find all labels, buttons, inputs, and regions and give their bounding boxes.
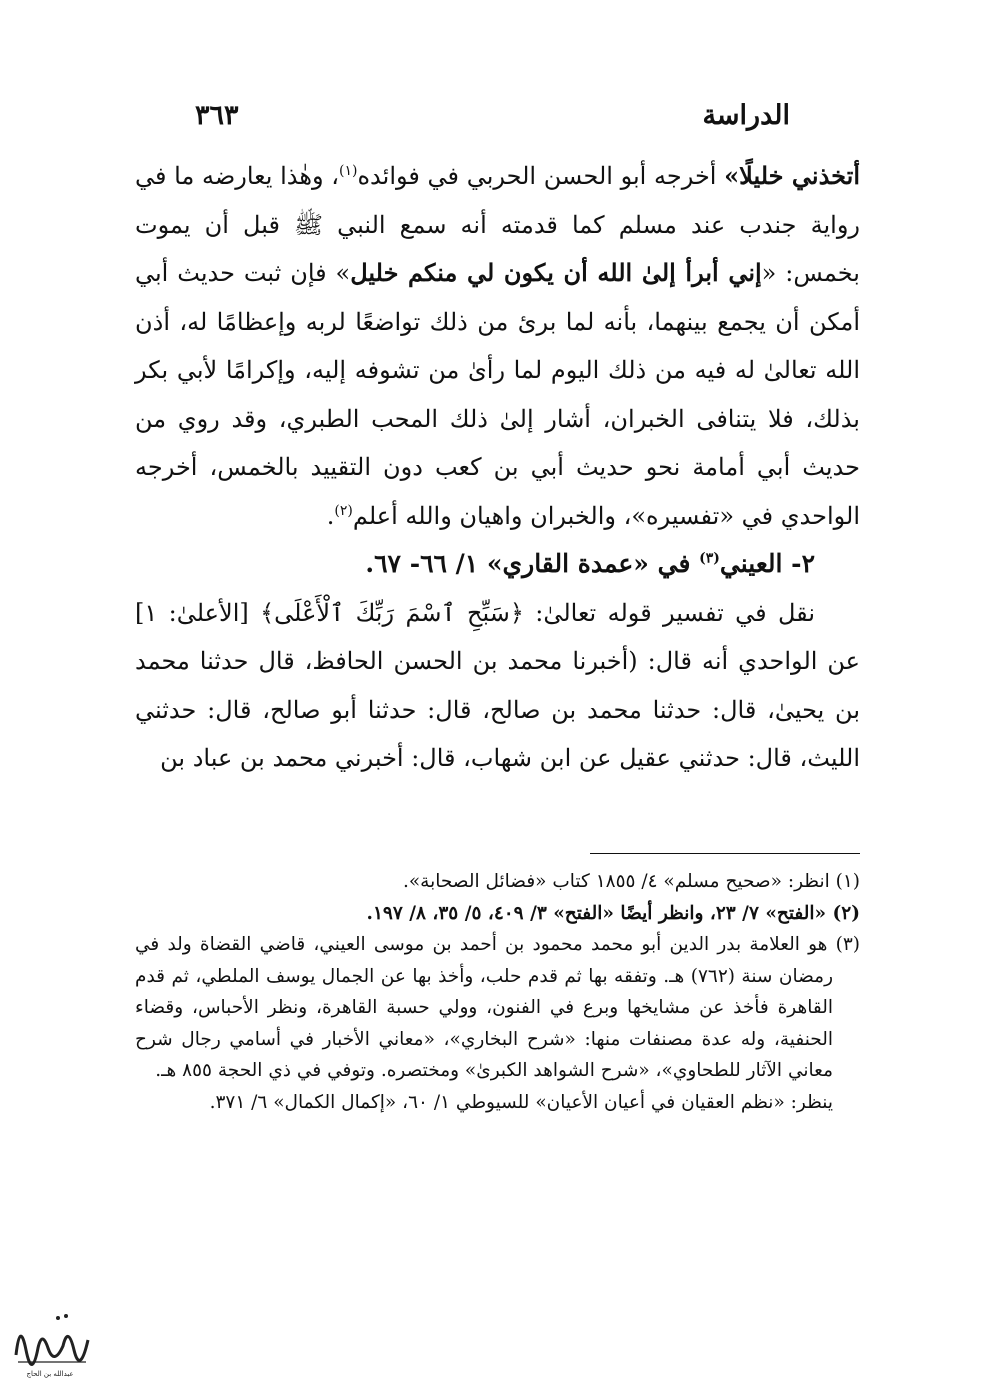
page-number: ٣٦٣ — [195, 99, 239, 131]
logo-subtext: عبدالله بن الحاج — [26, 1370, 74, 1378]
page-header — [195, 90, 790, 140]
paragraph-1 — [135, 152, 860, 540]
heading-text: في «عمدة القاري» ١/ ٦٦- ٦٧. — [365, 549, 700, 578]
footnote-3: (٣) هو العلامة بدر الدين أبو محمد محمود بن أحمد بن موسى العيني، قاضي القضاة ولد في رمضان سنة (٧٦٢) هـ. وتفقه بها ثم قدم حلب، وأخذ بها عن الجمال يوسف الملطي، ثم قدم القاهرة فأخذ عن مشايخها وبرع في الفنون، وولي حسبة القاهرة، ونظر الأحباس، وقضاء الحنفية، وله عدة مصنفات منها: «شرح البخاري»، «معاني الأخبار في أسامي رجال شرح معاني الآثار للطحاوي»، «شرح الشواهد الكبرىٰ» ومختصره. وتوفي في ذي الحجة ٨٥٥ هـ. — [135, 934, 860, 1081]
paragraph-2: نقل في تفسير قوله تعالىٰ: ﴿سَبِّحِ ٱسْمَ رَبِّكَ ٱلْأَعْلَى﴾ [الأعلىٰ: ١] عن الواحدي أنه قال: (أخبرنا محمد بن الحسن الحافظ، قال حدثنا محمد بن يحيىٰ، قال: حدثنا محمد بن صالح، قال: حدثنا أبو صالح، قال: حدثني الليث، قال: حدثني عقيل عن ابن شهاب، قال: أخبرني محمد بن عباد بن — [135, 598, 860, 772]
bold-lead: أتخذني خليلًا» — [724, 161, 861, 190]
footnote-1: (١) انظر: «صحيح مسلم» ٤/ ١٨٥٥ كتاب «فضائل الصحابة». — [402, 871, 860, 892]
text-run: . — [326, 501, 335, 530]
publisher-logo — [8, 1300, 93, 1380]
logo-calligraphy-icon — [8, 1300, 93, 1380]
footnote-3-reference: ينظر: «نظم العقيان في أعيان الأعيان» للسيوطي ١/ ٦٠، «إكمال الكمال» ٦/ ٣٧١. — [209, 1091, 833, 1113]
text-run: أخرجه أبو الحسن الحربي في فوائده — [357, 162, 725, 190]
heading-text: ٢- العيني — [719, 549, 815, 578]
footnote-ref-1: (١) — [339, 163, 358, 179]
bold-hadith-quote: إني أبرأ إلىٰ الله أن يكون لي منكم خليل — [350, 258, 762, 287]
footnote-ref-2: (٢) — [334, 502, 353, 519]
footnote-ref-3: (٣) — [699, 550, 720, 567]
footnote-divider — [590, 853, 860, 854]
footnotes — [135, 866, 860, 1118]
section-heading-2 — [135, 540, 860, 589]
text-run: » فإن ثبت حديث أبي أمكن أن يجمع بينهما، بأنه لما برئ من ذلك تواضعًا لربه وإعظامًا له، أذن الله تعالىٰ له فيه من ذلك اليوم لما رأىٰ من تشوفه إليه، وإكرامًا لأبي بكر بذلك، فلا يتنافى الخبران، أشار إلىٰ ذلك المحب الطبري، وقد روي من حديث أبي أمامة نحو حديث أبي بن كعب دون التقييد بالخمس، أخرجه الواحدي في «تفسيره»، والخبران واهيان والله أعلم — [135, 259, 860, 530]
text-run: ، وهٰذا يعارضه ما في رواية جندب عند مسلم كما قدمته أنه سمع النبي ﷺ قبل أن يموت بخمس: « — [135, 162, 860, 287]
running-title: الدراسة — [702, 99, 790, 131]
main-text — [135, 152, 860, 783]
footnote-2: (٢) «الفتح» ٧/ ٢٣، وانظر أيضًا «الفتح» ٣/ ٤٠٩، ٥/ ٣٥، ٨/ ١٩٧. — [366, 902, 860, 924]
